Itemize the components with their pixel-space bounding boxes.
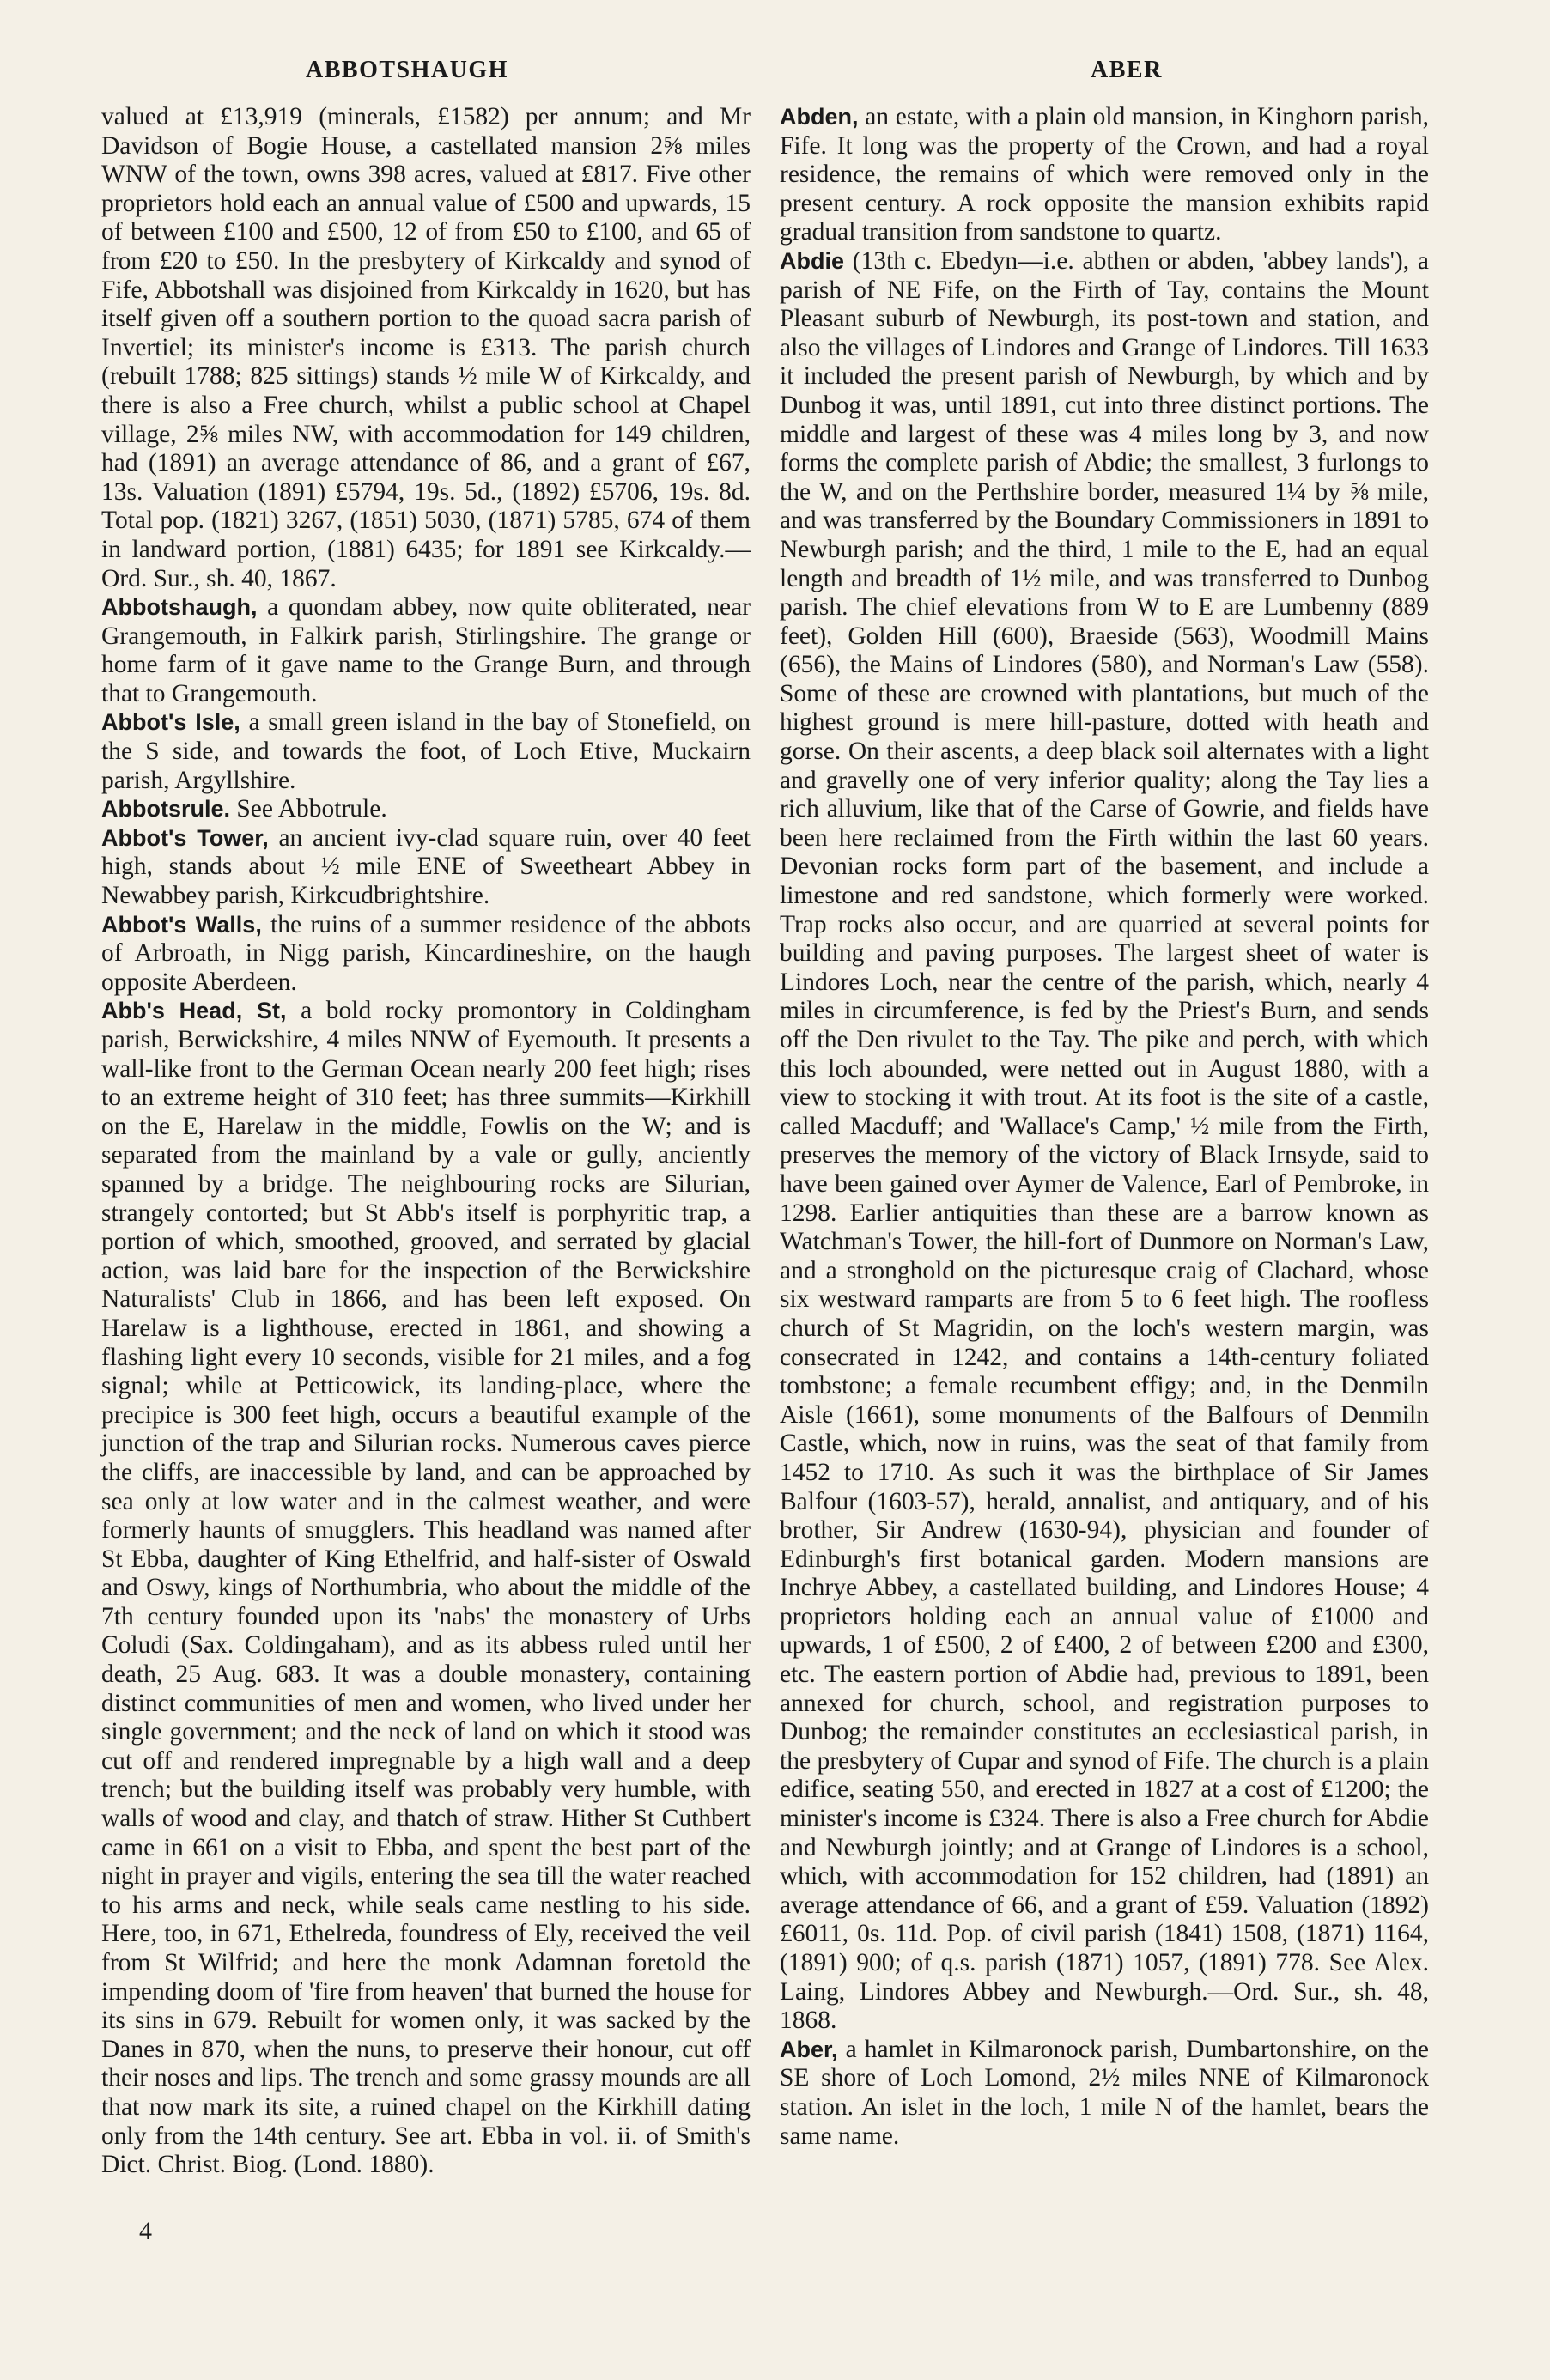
entry-abbs-head [101,997,751,2179]
entry-aber [780,2036,1429,2151]
headword: Aber, [780,2036,838,2062]
headword: Abbot's Tower, [101,824,269,851]
header-right-title: ABER [1091,57,1163,83]
entry-text: a hamlet in Kilmaronock parish, Dumbartonshire, on the SE shore of Loch Lomond, 2½ miles NNE of Kilmaronock station. An islet in the loch, 1 mile N of the hamlet, bears the same name. [780,2035,1429,2150]
entry-abbotsrule [101,795,751,824]
headword: Abb's Head, St, [101,998,287,1024]
entry-text: See Abbotrule. [230,795,387,823]
entry-text: a small green island in the bay of Stonefield, on the S side, and towards the foot, of Loch Etive, Muckairn parish, Argyllshire. [101,708,751,794]
entry-abbots-walls [101,911,751,998]
headword: Abbotshaugh, [101,594,258,621]
entry-text: an estate, with a plain old mansion, in Kinghorn parish, Fife. It long was the property of the Crown, and had a royal residence, the remains of which were removed only in the present century. A rock opposite the mansion exhibits rapid gradual transition from sandstone to quartz. [780,103,1429,246]
running-header [101,57,1474,91]
headword: Abbot's Walls, [101,911,262,938]
page-number: 4 [139,2217,152,2245]
entry-abden [780,103,1429,247]
entry-text: a quondam abbey, now quite obliterated, near Grangemouth, in Falkirk parish, Stirlingshire. The grange or home farm of it gave name to the Grange Burn, and through that to Grangemouth. [101,593,751,707]
headword: Abdie [780,247,845,274]
left-column [101,103,751,2180]
entry-abdie [780,247,1429,2036]
entry-text: a bold rocky promontory in Coldingham parish, Berwickshire, 4 miles NNW of Eyemouth. It presents a wall-like front to the German Ocean nearly 200 feet high; rises to an extreme height of 310 feet; has three summits—Kirkhill on the E, Harelaw in the middle, Fowlis on the W; and is separated from the mainland by a vale or gully, anciently spanned by a bridge. The neighbouring rocks are Silurian, strangely contorted; but St Abb's itself is porphyritic trap, a portion of which, smoothed, grooved, and serrated by glacial action, was laid bare for the inspection of the Berwickshire Naturalists' Club in 1866, and has been left exposed. On Harelaw is a lighthouse, erected in 1861, and showing a flashing light every 10 seconds, visible for 21 miles, and a fog signal; while at Petticowick, its landing-place, where the precipice is 300 feet high, occurs a beautiful example of the junction of the trap and Silurian rocks. Numerous caves pierce the cliffs, are inaccessible by land, and can be approached by sea only at low water and in the calmest weather, and were formerly haunts of smugglers. This headland was named after St Ebba, daughter of King Ethelfrid, and half-sister of Oswald and Oswy, kings of Northumbria, who about the middle of the 7th century founded upon its 'nabs' the monastery of Urbs Coludi (Sax. Coldingaham), and as its abbess ruled until her death, 25 Aug. 683. It was a double monastery, containing distinct communities of men and women, who lived under her single government; and the neck of land on which it stood was cut off and rendered impregnable by a high wall and a deep trench; but the building itself was probably very humble, with walls of wood and clay, and thatch of straw. Hither St Cuthbert came in 661 on a visit to Ebba, and spent the best part of the night in prayer and vigils, entering the sea till the water reached to his arms and neck, while seals came nestling to his side. Here, too, in 671, Ethelreda, foundress of Ely, received the veil from St Wilfrid; and here the monk Adamnan foretold the impending doom of 'fire from heaven' that burned the house for its sins in 679. Rebuilt for women only, it was sacked by the Danes in 870, when the nuns, to preserve their honour, cut off their noses and lips. The trench and some grassy mounds are all that now mark its site, a ruined chapel on the Kirkhill dating only from the 14th century. See art. Ebba in vol. ii. of Smith's Dict. Christ. Biog. (Lond. 1880). [101,997,751,2179]
entry-text: the ruins of a summer residence of the abbots of Arbroath, in Nigg parish, Kincardineshire, on the haugh opposite Aberdeen. [101,910,751,996]
entry-abbots-tower [101,824,751,911]
entry-abbots-isle [101,708,751,795]
entry-text: an ancient ivy-clad square ruin, over 40 feet high, stands about ½ mile ENE of Sweetheart Abbey in Newabbey parish, Kirkcudbrightshire. [101,823,751,910]
entry-text: (13th c. Ebedyn—i.e. abthen or abden, 'abbey lands'), a parish of NE Fife, on the Firth of Tay, contains the Mount Pleasant suburb of Newburgh, its post-town and station, and also the villages of Lindores and Grange of Lindores. Till 1633 it included the present parish of Newburgh, by which and by Dunbog it was, until 1891, cut into three distinct portions. The middle and largest of these was 4 miles long by 3, and now forms the complete parish of Abdie; the smallest, 3 furlongs to the W, and on the Perthshire border, measured 1¼ by ⅝ mile, and was transferred by the Boundary Commissioners in 1891 to Newburgh parish; and the third, 1 mile to the E, had an equal length and breadth of 1½ mile, and was transferred to Dunbog parish. The chief elevations from W to E are Lumbenny (889 feet), Golden Hill (600), Braeside (563), Woodmill Mains (656), the Mains of Lindores (580), and Norman's Law (558). Some of these are crowned with plantations, but much of the highest ground is mere hill-pasture, dotted with heath and gorse. On their ascents, a deep black soil alternates with a light and gravelly one of very inferior quality; along the Tay lies a rich alluvium, like that of the Carse of Gowrie, and fields have been here reclaimed from the Firth within the last 60 years. Devonian rocks form part of the basement, and include a limestone and red sandstone, which formerly were worked. Trap rocks also occur, and are quarried at several points for building and paving purposes. The largest sheet of water is Lindores Loch, near the centre of the parish, which, nearly 4 miles in circumference, is fed by the Priest's Burn, and sends off the Den rivulet to the Tay. The pike and perch, with which this loch abounded, were netted out in August 1880, with a view to stocking it with trout. At its foot is the site of a castle, called Macduff; and 'Wallace's Camp,' ½ mile from the Firth, preserves the memory of the victory of Black Irnsyde, said to have been gained over Aymer de Valence, Earl of Pembroke, in 1298. Earlier antiquities than these are a barrow known as Watchman's Tower, the hill-fort of Dunmore on Norman's Law, and a stronghold on the picturesque craig of Clachard, whose six westward ramparts are from 5 to 6 feet high. The roofless church of St Magridin, on the loch's western margin, was consecrated in 1242, and contains a 14th-century foliated tombstone; a female recumbent effigy; and, in the Denmiln Aisle (1661), some monuments of the Balfours of Denmiln Castle, which, now in ruins, was the seat of that family from 1452 to 1710. As such it was the birthplace of Sir James Balfour (1603-57), herald, annalist, and antiquary, and of his brother, Sir Andrew (1630-94), physician and founder of Edinburgh's first botanical garden. Modern mansions are Inchrye Abbey, a castellated building, and Lindores House; 4 proprietors holding each an annual value of £1000 and upwards, 1 of £500, 2 of £400, 2 of between £200 and £300, etc. The eastern portion of Abdie had, previous to 1891, been annexed for church, school, and registration purposes to Dunbog; the remainder constitutes an ecclesiastical parish, in the presbytery of Cupar and synod of Fife. The church is a plain edifice, seating 550, and erected in 1827 at a cost of £1200; the minister's income is £324. There is also a Free church for Abdie and Newburgh jointly; and at Grange of Lindores is a school, which, with accommodation for 152 children, had (1891) an average attendance of 66, and a grant of £59. Valuation (1892) £6011, 0s. 11d. Pop. of civil parish (1841) 1508, (1871) 1164, (1891) 900; of q.s. parish (1871) 1057, (1891) 778. See Alex. Laing, Lindores Abbey and Newburgh.—Ord. Sur., sh. 48, 1868. [780,246,1429,2035]
header-left-title: ABBOTSHAUGH [306,57,508,83]
abbotshall-continuation: valued at £13,919 (minerals, £1582) per annum; and Mr Davidson of Bogie House, a castellated mansion 2⅝ miles WNW of the town, owns 398 acres, valued at £817. Five other proprietors hold each an annual value of £500 and upwards, 15 of between £100 and £500, 12 of from £50 to £100, and 65 of from £20 to £50. In the presbytery of Kirkcaldy and synod of Fife, Abbotshall was disjoined from Kirkcaldy in 1620, but has itself given off a southern portion to the quoad sacra parish of Invertiel; its minister's income is £313. The parish church (rebuilt 1788; 825 sittings) stands ½ mile W of Kirkcaldy, and there is also a Free church, whilst a public school at Chapel village, 2⅝ miles NW, with accommodation for 149 children, had (1891) an average attendance of 86, and a grant of £67, 13s. Valuation (1891) £5794, 19s. 5d., (1892) £5706, 19s. 8d. Total pop. (1821) 3267, (1851) 5030, (1871) 5785, 674 of them in landward portion, (1881) 6435; for 1891 see Kirkcaldy.—Ord. Sur., sh. 40, 1867. [101,103,751,592]
headword: Abden, [780,104,859,130]
right-column [780,103,1429,2151]
entry-abbotshaugh [101,593,751,708]
headword: Abbotsrule. [101,796,231,823]
headword: Abbot's Isle, [101,709,240,736]
